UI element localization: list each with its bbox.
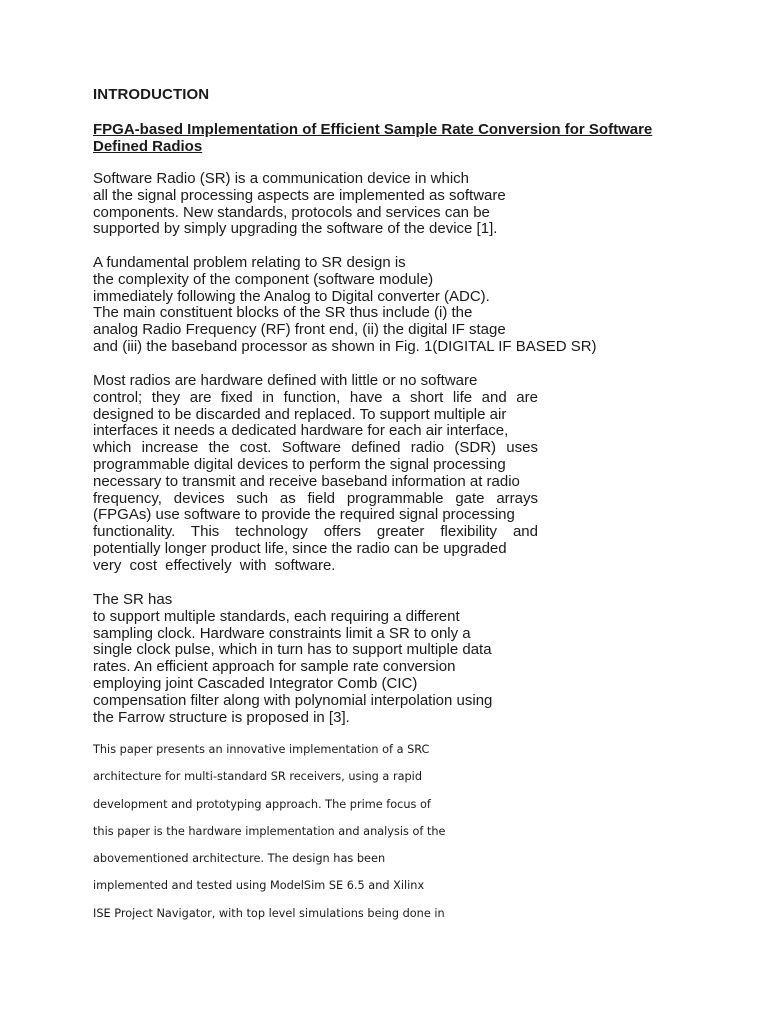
text-line: potentially longer product life, since the radio can be upgraded [93, 539, 507, 557]
text-line: immediately following the Analog to Digital converter (ADC). [93, 287, 490, 305]
text-line: analog Radio Frequency (RF) front end, (ii) the digital IF stage [93, 321, 506, 339]
text-line: Most radios are hardware defined with little or no software [93, 372, 478, 389]
text-line: to support multiple standards, each requiring a different [93, 607, 460, 625]
text-line: control; they are fixed in function, have a short life and are [93, 388, 538, 406]
text-line: architecture for multi-standard SR receivers, using a rapid [93, 770, 422, 784]
text-line: sampling clock. Hardware constraints limit a SR to only a [93, 624, 471, 642]
text-line: (FPGAs) use software to provide the required signal processing [93, 506, 515, 524]
text-line: and (iii) the baseband processor as shown in Fig. 1(DIGITAL IF BASED SR) [93, 337, 597, 355]
paragraph-1 [93, 171, 693, 238]
text-line: which increase the cost. Software defined radio (SDR) uses [93, 439, 538, 457]
text-line: ISE Project Navigator, with top level simulations being done in [93, 906, 445, 920]
text-line: frequency, devices such as field programmable gate arrays [93, 489, 538, 507]
text-line: components. New standards, protocols and services can be [93, 203, 490, 221]
text-line: compensation filter along with polynomial interpolation using [93, 691, 493, 709]
text-line: the Farrow structure is proposed in [3]. [93, 708, 350, 726]
text-line: interfaces it needs a dedicated hardware for each air interface, [93, 422, 509, 440]
text-line: very cost effectively with software. [93, 556, 336, 574]
text-line: functionality. This technology offers greater flexibility and [93, 523, 538, 541]
text-line: single clock pulse, which in turn has to support multiple data [93, 641, 492, 659]
text-line: The main constituent blocks of the SR thus include (i) the [93, 304, 473, 322]
text-line: development and prototyping approach. The prime focus of [93, 797, 431, 811]
text-line: abovementioned architecture. The design has been [93, 852, 386, 866]
paper-title-line-2: Defined Radios [93, 138, 203, 155]
text-line: necessary to transmit and receive baseband information at radio [93, 472, 520, 490]
paragraph-5 [93, 736, 693, 927]
text-line: A fundamental problem relating to SR design is [93, 254, 406, 271]
text-line: the complexity of the component (software module) [93, 270, 434, 288]
text-line: programmable digital devices to perform the signal processing [93, 455, 506, 473]
text-line: implemented and tested using ModelSim SE 6.5 and Xilinx [93, 879, 425, 893]
text-line: supported by simply upgrading the software of the device [1]. [93, 220, 498, 238]
text-line: rates. An efficient approach for sample rate conversion [93, 658, 456, 676]
text-line: The SR has [93, 591, 173, 608]
text-line: This paper presents an innovative implementation of a SRC [93, 743, 430, 756]
text-line: all the signal processing aspects are implemented as software [93, 186, 506, 204]
section-heading: INTRODUCTION [93, 86, 210, 103]
text-line: employing joint Cascaded Integrator Comb (CIC) [93, 674, 418, 692]
paper-title-line-1: FPGA-based Implementation of Efficient Sample Rate Conversion for Software [93, 121, 653, 138]
paragraph-4 [93, 592, 693, 726]
paper-title [93, 121, 693, 155]
paragraph-2 [93, 255, 693, 356]
text-line: this paper is the hardware implementation and analysis of the [93, 824, 446, 838]
text-line: designed to be discarded and replaced. To support multiple air [93, 405, 507, 423]
text-line: Software Radio (SR) is a communication device in which [93, 170, 469, 187]
paragraph-3 [93, 373, 693, 575]
